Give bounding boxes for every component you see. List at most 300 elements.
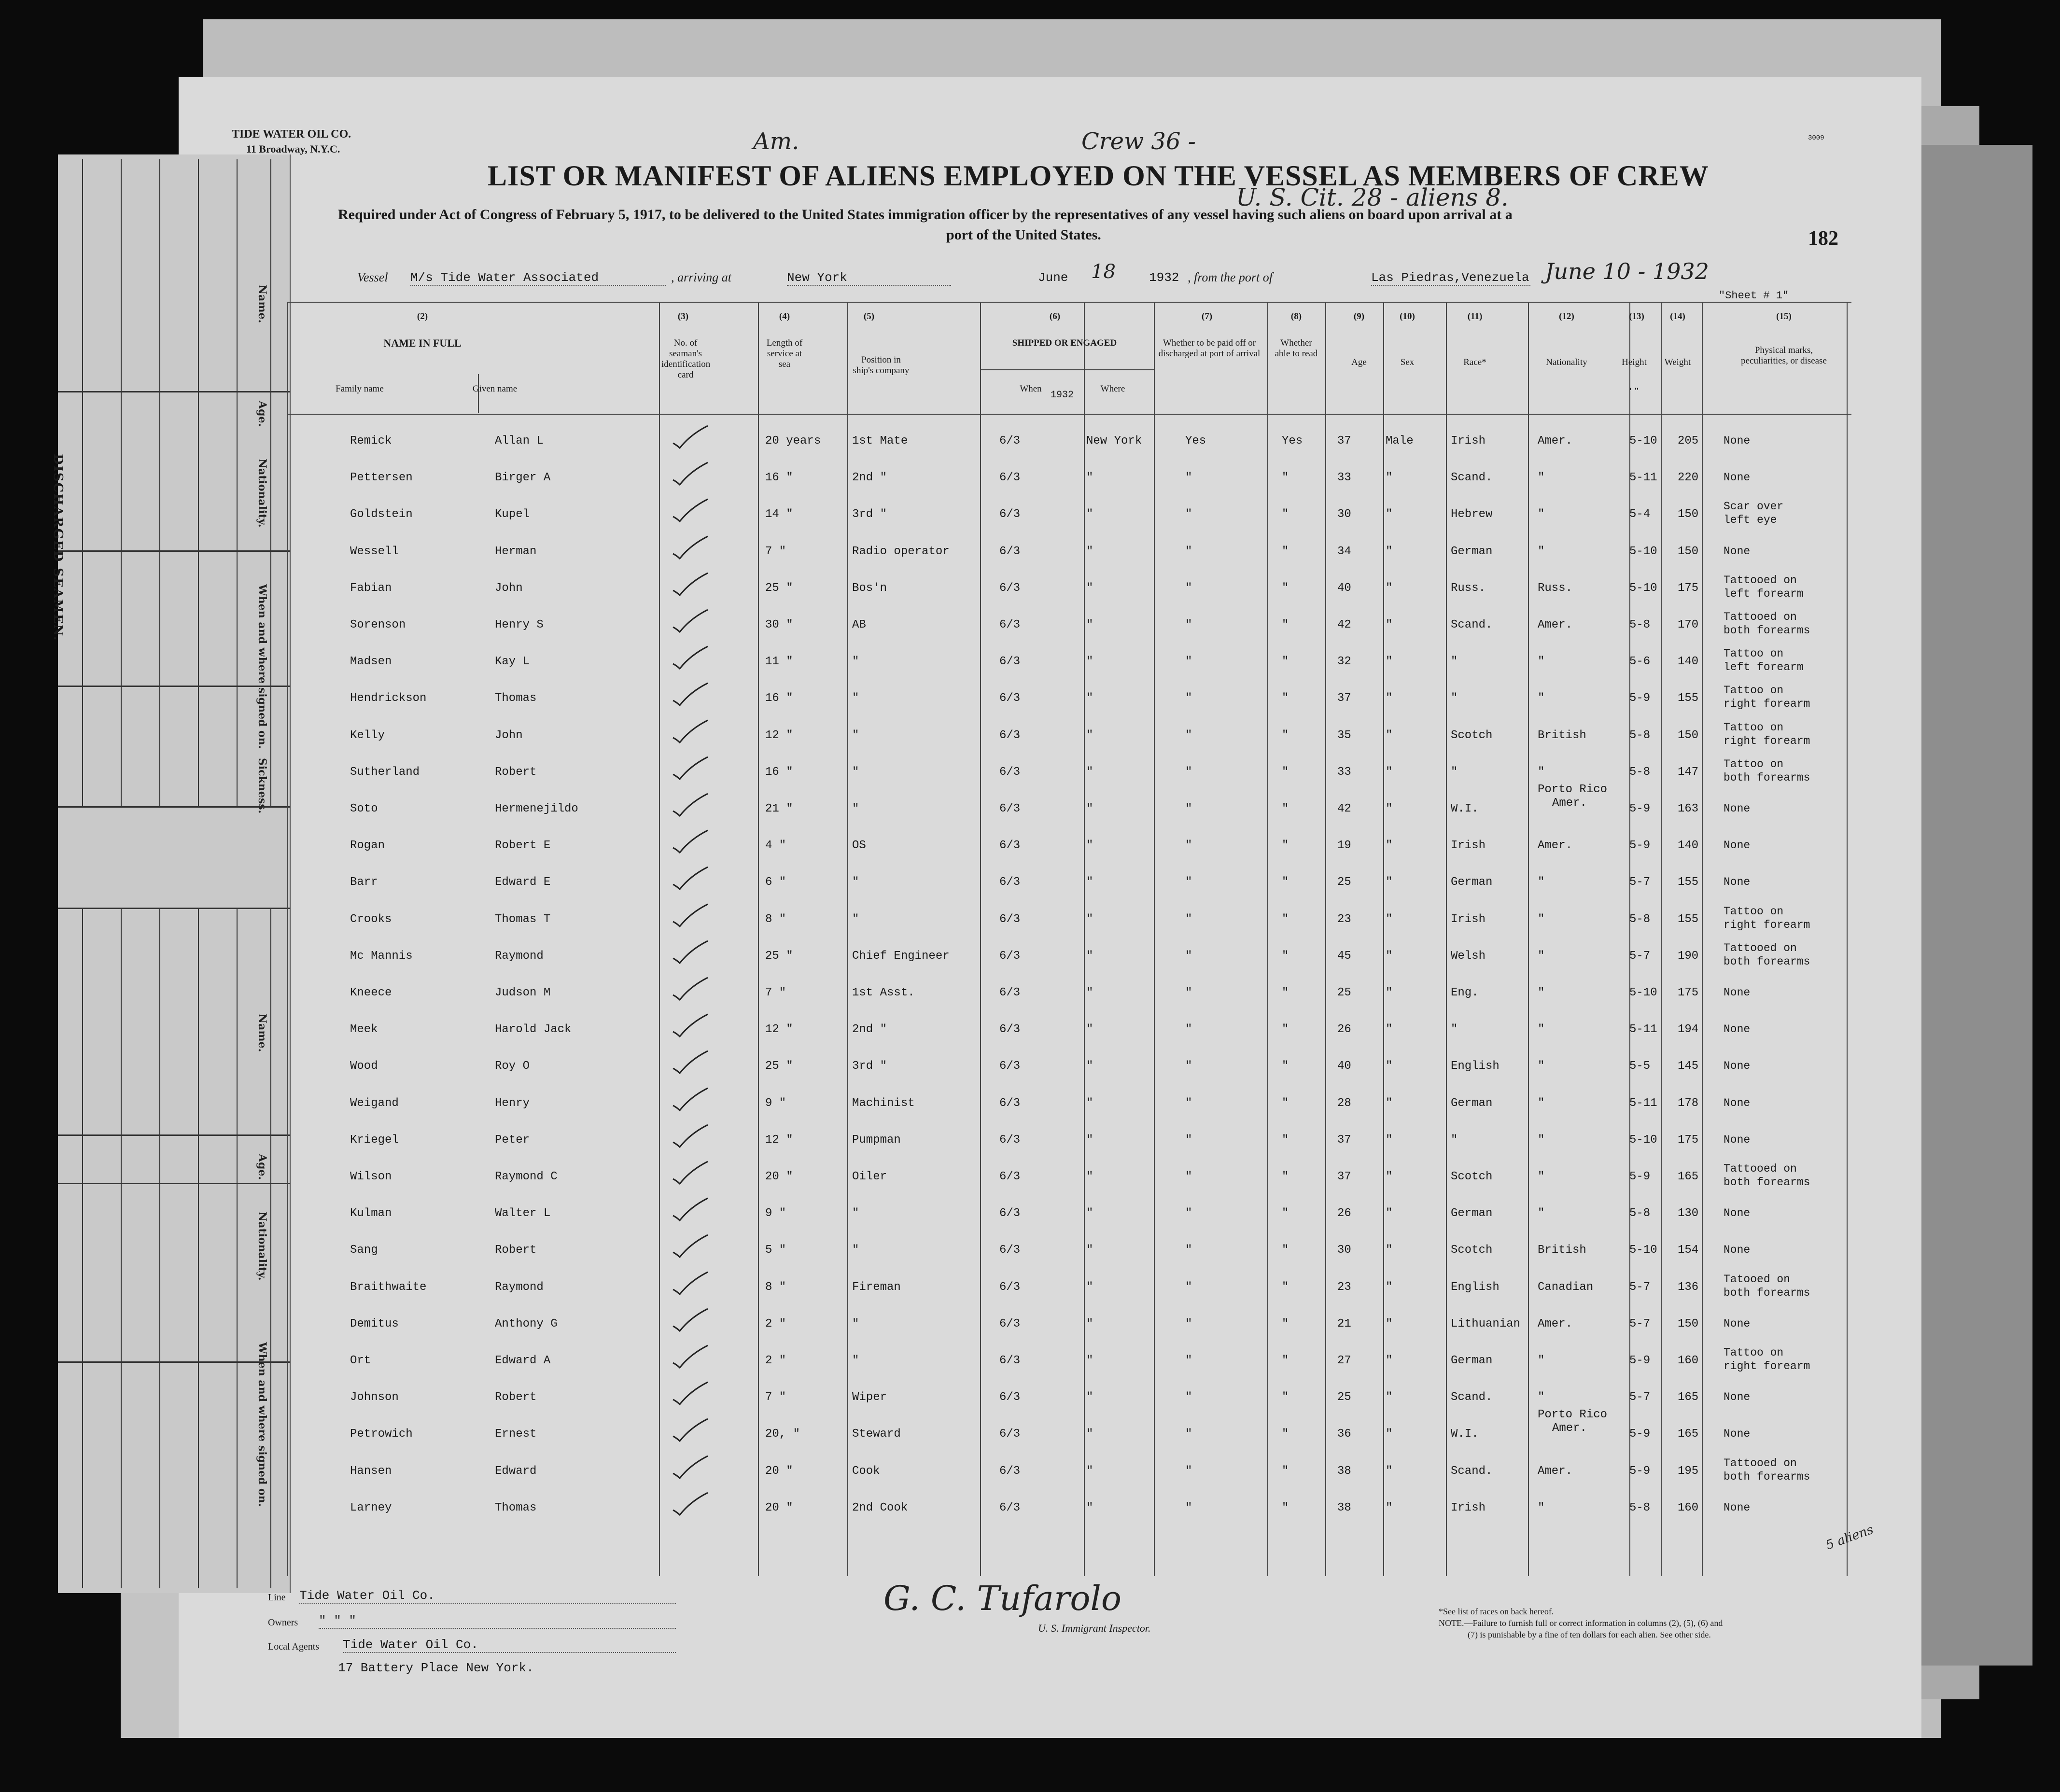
table-vline [659,302,660,1576]
cell-race: Hebrew [1451,508,1493,521]
cell-where: " [1086,581,1093,595]
cell-when: 6/3 [999,1244,1021,1257]
cell-nat: " [1538,508,1545,521]
cell-where: " [1086,765,1093,779]
cell-sex: " [1386,912,1393,926]
cell-service: 12 " [765,1133,793,1147]
cell-age: 25 [1337,1391,1351,1404]
cell-when: 6/3 [999,692,1021,705]
cell-paid: " [1185,508,1192,521]
cell-where: " [1086,545,1093,558]
arrival-month: June [1038,270,1068,285]
cell-where: " [1086,1501,1093,1514]
cell-sex: " [1386,471,1393,485]
stub-vline [82,159,83,806]
cell-paid: " [1185,1244,1192,1257]
cell-physical-marks: None [1724,1060,1751,1073]
cell-sex: " [1386,581,1393,595]
cell-race: Russ. [1451,581,1486,595]
cell-read: " [1282,986,1289,999]
cell-nat: " [1538,1133,1545,1147]
stub-vline [121,159,122,806]
cell-physical-marks-2: both forearms [1724,1176,1810,1189]
cell-nat: " [1538,986,1545,999]
cell-physical-marks: None [1724,1023,1751,1036]
header-race: Race* [1463,357,1486,367]
cell-position: 3rd " [852,508,887,521]
cell-race: Scotch [1451,1170,1493,1183]
cell-age: 42 [1337,618,1351,631]
cell-race: " [1451,1023,1458,1036]
form-number: 3009 [1808,134,1824,142]
header-when: When [1020,384,1042,394]
cell-service: 20, " [765,1428,800,1441]
col-no-2: (2) [417,311,428,322]
cell-race: Irish [1451,912,1486,926]
cell-age: 26 [1337,1207,1351,1220]
stub-label: When and where signed on. [256,1342,268,1507]
cell-sex: Male [1386,434,1414,448]
cell-race: W.I. [1451,1428,1479,1441]
owners-value: " " " [319,1613,676,1629]
cell-service: 16 " [765,692,793,705]
stub-hline [58,1183,290,1184]
cell-paid: Yes [1185,434,1206,448]
local-agents-address: 17 Battery Place New York. [338,1661,534,1675]
cell-weight: 136 [1678,1280,1699,1294]
cell-sex: " [1386,1391,1393,1404]
header-paid-off: Whether to be paid off or discharged at port of arrival [1158,338,1261,359]
cell-height: 5-7 [1629,1317,1651,1330]
cell-nat: Amer. [1538,1464,1573,1478]
table-vline [847,302,848,1576]
stub-vline [198,159,199,806]
cell-nat: Porto Rico [1538,1408,1608,1422]
cell-physical-marks: None [1724,471,1751,484]
stub-title: DISCHARGED SEAMEN. [51,454,65,642]
cell-nat: " [1538,1391,1545,1404]
cell-physical-marks-2: both forearms [1724,771,1810,784]
company-address: 11 Broadway, N.Y.C. [246,143,340,155]
cell-when: 6/3 [999,728,1021,742]
check-mark-icon [671,940,710,964]
cell-nat: " [1538,545,1545,558]
cell-given: Herman [495,545,537,558]
cell-given: Thomas [495,1501,537,1514]
cell-given: John [495,728,523,742]
cell-weight: 205 [1678,434,1699,448]
cell-position: 2nd " [852,1023,887,1036]
stub-hline [58,686,290,687]
cell-where: " [1086,1207,1093,1220]
cell-family: Weigand [350,1096,399,1110]
cell-age: 30 [1337,1244,1351,1257]
stub-label: Nationality. [256,1212,268,1281]
cell-age: 40 [1337,581,1351,595]
cell-weight: 155 [1678,876,1699,889]
cell-height: 5-8 [1629,765,1651,779]
table-vline [1084,302,1085,1576]
cell-paid: " [1185,1501,1192,1514]
cell-read: " [1282,1207,1289,1220]
cell-where: " [1086,1133,1093,1147]
cell-when: 6/3 [999,655,1021,669]
cell-weight: 150 [1678,728,1699,742]
cell-height: 5-6 [1629,655,1651,669]
cell-paid: " [1185,692,1192,705]
cell-physical-marks: None [1724,545,1751,558]
cell-age: 37 [1337,1170,1351,1183]
cell-when: 6/3 [999,618,1021,631]
cell-physical-marks-2: right forearm [1724,734,1810,747]
cell-service: 12 " [765,1023,793,1036]
check-mark-icon [671,977,710,1001]
cell-weight: 178 [1678,1096,1699,1110]
cell-age: 27 [1337,1354,1351,1367]
cell-sex: " [1386,876,1393,889]
margin-note: 5 aliens [1823,1522,1876,1553]
cell-read: " [1282,692,1289,705]
cell-race: W.I. [1451,802,1479,815]
cell-when: 6/3 [999,508,1021,521]
cell-service: 4 " [765,839,786,853]
cell-family: Wessell [350,545,399,558]
cell-sex: " [1386,1464,1393,1478]
cell-position: " [852,802,859,815]
cell-age: 33 [1337,765,1351,779]
cell-family: Kelly [350,728,385,742]
check-mark-icon [671,535,710,560]
cell-weight: 140 [1678,655,1699,669]
cell-read: " [1282,1170,1289,1183]
cell-age: 36 [1337,1428,1351,1441]
cell-age: 37 [1337,434,1351,448]
header-given-name: Given name [472,384,518,394]
cell-nat: " [1538,765,1545,779]
cell-age: 25 [1337,986,1351,999]
cell-sex: " [1386,1354,1393,1367]
cell-position: OS [852,839,866,853]
line-label: Line [268,1592,286,1603]
check-mark-icon [671,682,710,706]
cell-race: " [1451,765,1458,779]
cell-where: " [1086,912,1093,926]
cell-race: Eng. [1451,986,1479,999]
cell-given: Henry S [495,618,544,631]
cell-age: 32 [1337,655,1351,669]
col-no-7: (7) [1201,311,1213,322]
cell-sex: " [1386,692,1393,705]
table-vline [1383,302,1384,1576]
cell-when: 6/3 [999,1207,1021,1220]
cell-paid: " [1185,1354,1192,1367]
cell-age: 30 [1337,508,1351,521]
cell-when: 6/3 [999,1428,1021,1441]
cell-when: 6/3 [999,1354,1021,1367]
page-number: 182 [1808,227,1838,250]
cell-family: Rogan [350,839,385,853]
cell-given: Harold Jack [495,1023,572,1036]
owners-label: Owners [268,1617,298,1628]
cell-where: " [1086,1391,1093,1404]
col-no-14: (14) [1670,311,1685,322]
header-sex: Sex [1400,357,1415,367]
check-mark-icon [671,572,710,596]
cell-paid: " [1185,949,1192,963]
cell-height: 5-8 [1629,728,1651,742]
cell-service: 16 " [765,471,793,485]
cell-paid: " [1185,986,1192,999]
cell-position: 3rd " [852,1060,887,1073]
cell-where: " [1086,949,1093,963]
cell-given: Anthony G [495,1317,558,1330]
cell-where: " [1086,1023,1093,1036]
header-nationality: Nationality [1546,357,1587,367]
cell-age: 45 [1337,949,1351,963]
check-mark-icon [671,425,710,449]
cell-read: " [1282,471,1289,485]
cell-weight: 165 [1678,1391,1699,1404]
cell-nat: Canadian [1538,1280,1594,1294]
cell-when: 6/3 [999,581,1021,595]
cell-weight: 165 [1678,1428,1699,1441]
cell-paid: " [1185,1207,1192,1220]
table-vline [287,302,288,1576]
cell-weight: 160 [1678,1354,1699,1367]
cell-sex: " [1386,1096,1393,1110]
cell-sex: " [1386,1170,1393,1183]
table-vline [1847,302,1848,1576]
cell-weight: 160 [1678,1501,1699,1514]
cell-paid: " [1185,1133,1192,1147]
cell-paid: " [1185,1096,1192,1110]
col-no-8: (8) [1290,311,1302,322]
check-mark-icon [671,903,710,927]
cell-given: Hermenejildo [495,802,578,815]
cell-position: 1st Asst. [852,986,915,999]
cell-sex: " [1386,1133,1393,1147]
cell-weight: 220 [1678,471,1699,485]
cell-weight: 163 [1678,802,1699,815]
cell-height: 5-9 [1629,1428,1651,1441]
cell-family: Crooks [350,912,392,926]
cell-where: " [1086,986,1093,999]
cell-where: " [1086,655,1093,669]
cell-when: 6/3 [999,1170,1021,1183]
cell-where: " [1086,618,1093,631]
cell-service: 25 " [765,1060,793,1073]
cell-nat: " [1538,1207,1545,1220]
cell-when: 6/3 [999,1096,1021,1110]
line-value: Tide Water Oil Co. [299,1588,676,1604]
cell-service: 21 " [765,802,793,815]
cell-paid: " [1185,1060,1192,1073]
cell-family: Soto [350,802,378,815]
header-position: Position in ship's company [853,355,910,376]
cell-age: 40 [1337,1060,1351,1073]
cell-where: " [1086,1280,1093,1294]
check-mark-icon [671,1161,710,1185]
cell-family: Mc Mannis [350,949,413,963]
table-vline [1629,302,1630,1576]
cell-position: Machinist [852,1096,915,1110]
cell-given: Kay L [495,655,530,669]
cell-family: Kneece [350,986,392,999]
inspector-title: U. S. Immigrant Inspector. [1038,1622,1151,1634]
table-vline [1446,302,1447,1576]
table-vline [758,302,759,1576]
stub-label: Sickness. [256,758,268,814]
cell-nat: " [1538,1060,1545,1073]
handwritten-date: June 10 - 1932 [1545,258,1709,284]
cell-nat: " [1538,949,1545,963]
cell-age: 38 [1337,1464,1351,1478]
cell-given: Ernest [495,1428,537,1441]
cell-physical-marks: None [1724,839,1751,852]
cell-read: " [1282,912,1289,926]
crew-table [287,302,1851,1576]
header-age: Age [1351,357,1367,367]
header-name-in-full: NAME IN FULL [383,337,462,349]
cell-physical-marks: None [1724,1133,1751,1146]
cell-when: 6/3 [999,1464,1021,1478]
cell-service: 20 years [765,434,821,448]
header-id-card: No. of seaman's identification card [661,338,711,380]
cell-height: 5-8 [1629,1207,1651,1220]
cell-service: 25 " [765,949,793,963]
cell-nat2: Amer. [1552,797,1587,810]
cell-when: 6/3 [999,1023,1021,1036]
header-where: Where [1100,384,1125,394]
cell-service: 14 " [765,508,793,521]
cell-height: 5-7 [1629,876,1651,889]
check-mark-icon [671,1308,710,1332]
cell-weight: 155 [1678,692,1699,705]
cell-physical-marks: None [1724,434,1751,447]
cell-sex: " [1386,545,1393,558]
cell-sex: " [1386,765,1393,779]
cell-where: " [1086,728,1093,742]
cell-position: Wiper [852,1391,887,1404]
cell-physical-marks: None [1724,802,1751,815]
company-name: TIDE WATER OIL CO. [232,128,351,140]
cell-height: 5-10 [1629,986,1657,999]
cell-service: 30 " [765,618,793,631]
cell-position: " [852,1244,859,1257]
cell-physical-marks: None [1724,1501,1751,1514]
arriving-port: New York [787,270,951,286]
check-mark-icon [671,1013,710,1037]
cell-family: Goldstein [350,508,413,521]
cell-service: 20 " [765,1464,793,1478]
cell-when: 6/3 [999,1133,1021,1147]
cell-family: Johnson [350,1391,399,1404]
cell-height: 5-8 [1629,1501,1651,1514]
cell-age: 28 [1337,1096,1351,1110]
cell-service: 2 " [765,1317,786,1330]
check-mark-icon [671,1271,710,1295]
stub-vline [82,908,83,1588]
cell-race: Scand. [1451,618,1493,631]
inspector-signature: G. C. Tufarolo [883,1579,1122,1618]
cell-sex: " [1386,1501,1393,1514]
cell-weight: 175 [1678,986,1699,999]
cell-sex: " [1386,1023,1393,1036]
note-races: *See list of races on back hereof. [1439,1607,1554,1616]
table-vline [980,302,981,1576]
cell-service: 20 " [765,1170,793,1183]
cell-height: 5-5 [1629,1060,1651,1073]
cell-paid: " [1185,1391,1192,1404]
back-sheet-edge-dark [1921,145,2032,1666]
cell-weight: 175 [1678,1133,1699,1147]
col-no-6: (6) [1049,311,1061,322]
cell-read: " [1282,618,1289,631]
cell-height: 5-7 [1629,949,1651,963]
cell-family: Remick [350,434,392,448]
cell-race: German [1451,545,1493,558]
check-mark-icon [671,498,710,522]
cell-height: 5-10 [1629,434,1657,448]
cell-given: Kupel [495,508,530,521]
vessel-name: M/s Tide Water Associated [410,270,666,286]
cell-service: 20 " [765,1501,793,1514]
cell-physical-marks: Tattoo on [1724,684,1784,697]
cell-race: English [1451,1060,1499,1073]
cell-nat: Russ. [1538,581,1573,595]
col-no-3: (3) [677,311,689,322]
cell-weight: 140 [1678,839,1699,853]
cell-paid: " [1185,765,1192,779]
table-vline [1661,302,1662,1576]
stub-label: Name. [256,1014,268,1052]
cell-age: 23 [1337,1280,1351,1294]
cell-nat: Amer. [1538,839,1573,853]
check-mark-icon [671,793,710,817]
cell-position: Oiler [852,1170,887,1183]
cell-read: " [1282,1244,1289,1257]
cell-given: Raymond C [495,1170,558,1183]
cell-when: 6/3 [999,545,1021,558]
stub-label: When and where signed on. [256,584,268,749]
cell-given: Roy O [495,1060,530,1073]
cell-physical-marks-2: both forearms [1724,1286,1810,1299]
check-mark-icon [671,1381,710,1405]
cell-age: 19 [1337,839,1351,853]
check-mark-icon [671,1344,710,1369]
cell-read: " [1282,508,1289,521]
stub-vline [159,159,160,806]
cell-age: 42 [1337,802,1351,815]
cell-height: 5-11 [1629,1096,1657,1110]
table-vline [1267,302,1268,1576]
cell-where: " [1086,1428,1093,1441]
cell-service: 25 " [765,581,793,595]
cell-when: 6/3 [999,1501,1021,1514]
cell-position: Radio operator [852,545,950,558]
header-shipped: SHIPPED OR ENGAGED [1012,338,1117,348]
col-no-4: (4) [779,311,790,322]
cell-race: Lithuanian [1451,1317,1521,1330]
col-no-10: (10) [1400,311,1415,322]
cell-age: 33 [1337,471,1351,485]
check-mark-icon [671,829,710,854]
cell-height: 5-4 [1629,508,1651,521]
cell-read: " [1282,1501,1289,1514]
table-hline [980,369,1154,370]
cell-race: German [1451,876,1493,889]
cell-position: Cook [852,1464,880,1478]
